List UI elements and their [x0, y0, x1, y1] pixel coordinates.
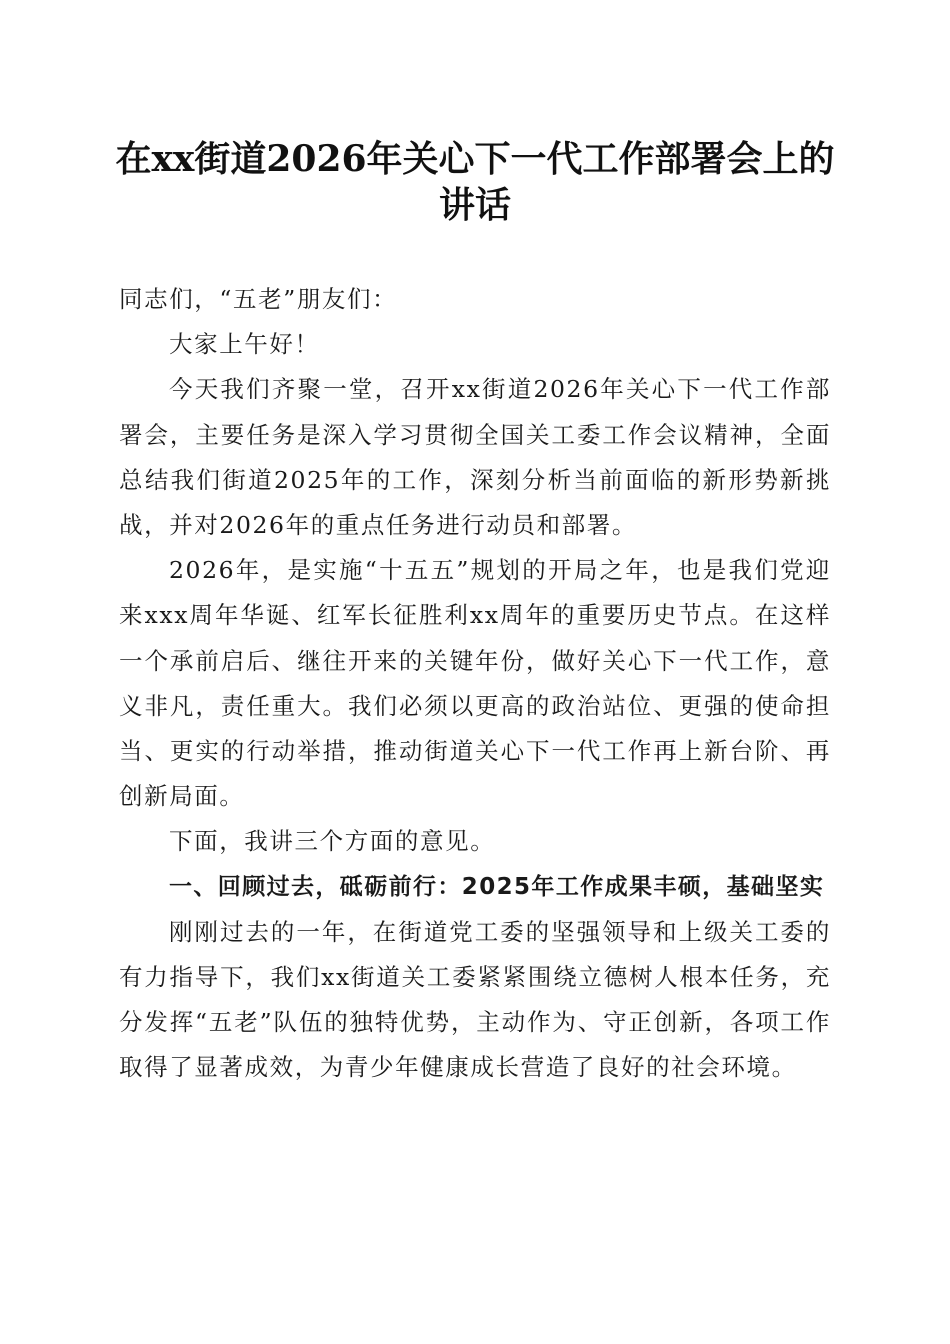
paragraph-significance: 2026年，是实施“十五五”规划的开局之年，也是我们党迎来xxx周年华诞、红军长征胜利xx周年的重要历史节点。在这样一个承前启后、继往开来的关键年份，做好关心下一代工作，意义非凡，责任重大。我们必须以更高的政治站位、更强的使命担当、更实的行动举措，推动街道关心下一代工作再上新台阶、再创新局面。: [119, 556, 831, 811]
document-title: 在xx街道2026年关心下一代工作部署会上的讲话: [115, 138, 835, 226]
section-paragraph: 刚刚过去的一年，在街道党工委的坚强领导和上级关工委的有力指导下，我们xx街道关工委紧紧围绕立德树人根本任务，充分发挥“五老”队伍的独特优势，主动作为、守正创新，各项工作取得了显著成效，为青少年健康成长营造了良好的社会环境。: [119, 917, 831, 1082]
paragraph-outline: 下面，我讲三个方面的意见。: [169, 827, 496, 856]
paragraph-intro: 今天我们齐聚一堂，召开xx街道2026年关心下一代工作部署会，主要任务是深入学习贯彻全国关工委工作会议精神，全面总结我们街道2025年的工作，深刻分析当前面临的新形势新挑战，并对2026年的重点任务进行动员和部署。: [119, 375, 831, 540]
salutation: 同志们，“五老”朋友们：: [119, 285, 398, 313]
section-heading: 一、回顾过去，砥砺前行：2025年工作成果丰硕，基础坚实: [169, 873, 825, 900]
document-body: [119, 277, 831, 1091]
greeting: 大家上午好！: [169, 330, 320, 359]
